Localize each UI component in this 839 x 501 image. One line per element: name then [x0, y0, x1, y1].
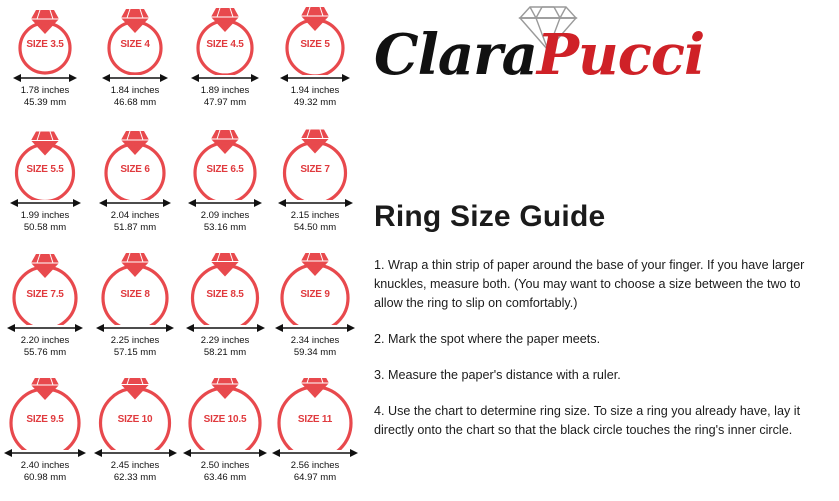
ring-measurement — [21, 460, 70, 483]
ring-illustration — [90, 378, 180, 450]
ring-measurement-inches: 2.50 inches — [200, 460, 250, 471]
ring-size-label: SIZE 8.5 — [206, 289, 244, 300]
ring-measurement-inches: 2.04 inches — [110, 210, 160, 221]
ring-measurement-inches: 2.25 inches — [110, 335, 160, 346]
diameter-arrow-icon — [0, 71, 90, 83]
ring-size-cell — [90, 378, 180, 496]
diameter-arrow-icon — [270, 446, 360, 458]
instruction-step: 4. Use the chart to determine ring size. To size a ring you already have, lay it directly onto the chart so that the black circle touches the ring's inner circle. — [374, 404, 801, 437]
ring-size-cell — [0, 128, 90, 246]
ring-measurement — [21, 85, 70, 108]
ring-size-cell — [180, 253, 270, 371]
ring-size-label: SIZE 7 — [300, 164, 330, 175]
ring-size-cell — [270, 3, 360, 121]
ring-measurement — [291, 210, 340, 233]
ring-measurement-mm: 57.15 mm — [113, 346, 157, 358]
diameter-arrow-icon — [0, 321, 90, 333]
ring-size-cell — [180, 378, 270, 496]
ring-size-cell — [0, 253, 90, 371]
ring-size-label: SIZE 8 — [120, 289, 150, 300]
ring-illustration — [0, 253, 90, 325]
ring-measurement — [111, 85, 160, 108]
ring-size-label: SIZE 4.5 — [206, 39, 244, 50]
diameter-arrow-icon — [180, 321, 270, 333]
ring-measurement-inches: 2.45 inches — [110, 460, 160, 471]
ring-measurement-mm: 45.39 mm — [23, 96, 67, 108]
ring-measurement-inches: 1.84 inches — [110, 85, 160, 96]
instruction-step: 3. Measure the paper's distance with a ruler. — [374, 368, 621, 382]
ring-size-label: SIZE 11 — [297, 414, 333, 425]
ring-measurement-mm: 63.46 mm — [203, 471, 247, 483]
ring-measurement — [111, 210, 160, 233]
ring-measurement-inches: 1.89 inches — [200, 85, 250, 96]
diameter-arrow-icon — [180, 71, 270, 83]
ring-size-label: SIZE 6.5 — [206, 164, 244, 175]
ring-measurement-mm: 62.33 mm — [113, 471, 157, 483]
diameter-arrow-icon — [90, 196, 180, 208]
ring-size-label: SIZE 5.5 — [26, 164, 64, 175]
ring-illustration — [0, 128, 90, 200]
ring-illustration — [90, 128, 180, 200]
ring-size-label: SIZE 5 — [300, 39, 330, 50]
ring-measurement — [291, 335, 340, 358]
ring-size-label: SIZE 4 — [120, 39, 150, 50]
ring-measurement-inches: 2.34 inches — [290, 335, 340, 346]
diameter-arrow-icon — [270, 321, 360, 333]
ring-illustration — [90, 253, 180, 325]
ring-illustration — [270, 128, 360, 200]
ring-measurement — [201, 335, 250, 358]
ring-size-label: SIZE 3.5 — [26, 39, 64, 50]
ring-measurement — [111, 460, 160, 483]
ring-illustration — [180, 128, 270, 200]
ring-size-cell — [90, 253, 180, 371]
brand-wordmark — [374, 22, 834, 100]
instruction-steps — [374, 256, 824, 440]
ring-measurement-inches: 2.56 inches — [290, 460, 340, 471]
diameter-arrow-icon — [180, 196, 270, 208]
ring-size-label: SIZE 9.5 — [26, 414, 64, 425]
diameter-arrow-icon — [270, 71, 360, 83]
ring-size-label: SIZE 7.5 — [26, 289, 64, 300]
ring-measurement — [291, 85, 340, 108]
ring-measurement-inches: 1.94 inches — [290, 85, 340, 96]
ring-measurement — [111, 335, 160, 358]
ring-measurement-inches: 2.09 inches — [200, 210, 250, 221]
ring-measurement-inches: 2.29 inches — [200, 335, 250, 346]
instruction-step: 1. Wrap a thin strip of paper around the base of your finger. If you have larger knuckles, measure both. (You may want to choose a size between the two to allow the ring to slip on comfortably.) — [374, 258, 805, 310]
ring-size-cell — [0, 378, 90, 496]
instruction-step: 2. Mark the spot where the paper meets. — [374, 332, 601, 346]
ring-size-grid — [0, 0, 360, 501]
ring-measurement — [21, 335, 70, 358]
ring-size-label: SIZE 9 — [300, 289, 330, 300]
ring-measurement — [201, 460, 250, 483]
diameter-arrow-icon — [270, 196, 360, 208]
ring-size-cell — [0, 3, 90, 121]
ring-measurement — [291, 460, 340, 483]
brand-logo — [366, 0, 839, 120]
ring-illustration — [270, 253, 360, 325]
brand-name-first: Clara — [374, 22, 537, 88]
ring-measurement-mm: 47.97 mm — [203, 96, 247, 108]
guide-pane — [366, 0, 839, 501]
ring-illustration — [180, 253, 270, 325]
diameter-arrow-icon — [90, 446, 180, 458]
ring-measurement-mm: 59.34 mm — [293, 346, 337, 358]
ring-measurement-mm: 50.58 mm — [23, 221, 67, 233]
ring-measurement-mm: 46.68 mm — [113, 96, 157, 108]
ring-illustration — [180, 3, 270, 75]
ring-size-cell — [180, 3, 270, 121]
ring-size-cell — [180, 128, 270, 246]
ring-size-cell — [270, 378, 360, 496]
ring-measurement — [201, 85, 250, 108]
page-title: Ring Size Guide — [374, 200, 606, 233]
ring-measurement-mm: 58.21 mm — [203, 346, 247, 358]
ring-measurement-mm: 60.98 mm — [23, 471, 67, 483]
ring-measurement-inches: 2.15 inches — [290, 210, 340, 221]
ring-illustration — [270, 378, 360, 450]
ring-illustration — [0, 378, 90, 450]
ring-size-label: SIZE 6 — [120, 164, 150, 175]
ring-measurement-mm: 49.32 mm — [293, 96, 337, 108]
ring-size-cell — [270, 253, 360, 371]
ring-measurement-mm: 51.87 mm — [113, 221, 157, 233]
diameter-arrow-icon — [90, 321, 180, 333]
diameter-arrow-icon — [0, 446, 90, 458]
ring-measurement-mm: 55.76 mm — [23, 346, 67, 358]
ring-measurement-inches: 1.99 inches — [20, 210, 70, 221]
diameter-arrow-icon — [90, 71, 180, 83]
ring-size-cell — [270, 128, 360, 246]
ring-measurement-mm: 54.50 mm — [293, 221, 337, 233]
ring-measurement — [201, 210, 250, 233]
ring-illustration — [270, 3, 360, 75]
ring-measurement-inches: 2.20 inches — [20, 335, 70, 346]
ring-size-label: SIZE 10.5 — [203, 414, 247, 425]
ring-measurement-mm: 64.97 mm — [293, 471, 337, 483]
ring-illustration — [180, 378, 270, 450]
diameter-arrow-icon — [180, 446, 270, 458]
ring-measurement-inches: 2.40 inches — [20, 460, 70, 471]
ring-size-cell — [90, 3, 180, 121]
brand-name-second: Pucci — [536, 22, 705, 88]
ring-size-label: SIZE 10 — [117, 414, 153, 425]
ring-illustration — [0, 3, 90, 75]
ring-measurement — [21, 210, 70, 233]
diameter-arrow-icon — [0, 196, 90, 208]
ring-measurement-mm: 53.16 mm — [203, 221, 247, 233]
ring-illustration — [90, 3, 180, 75]
ring-size-cell — [90, 128, 180, 246]
ring-measurement-inches: 1.78 inches — [20, 85, 70, 96]
